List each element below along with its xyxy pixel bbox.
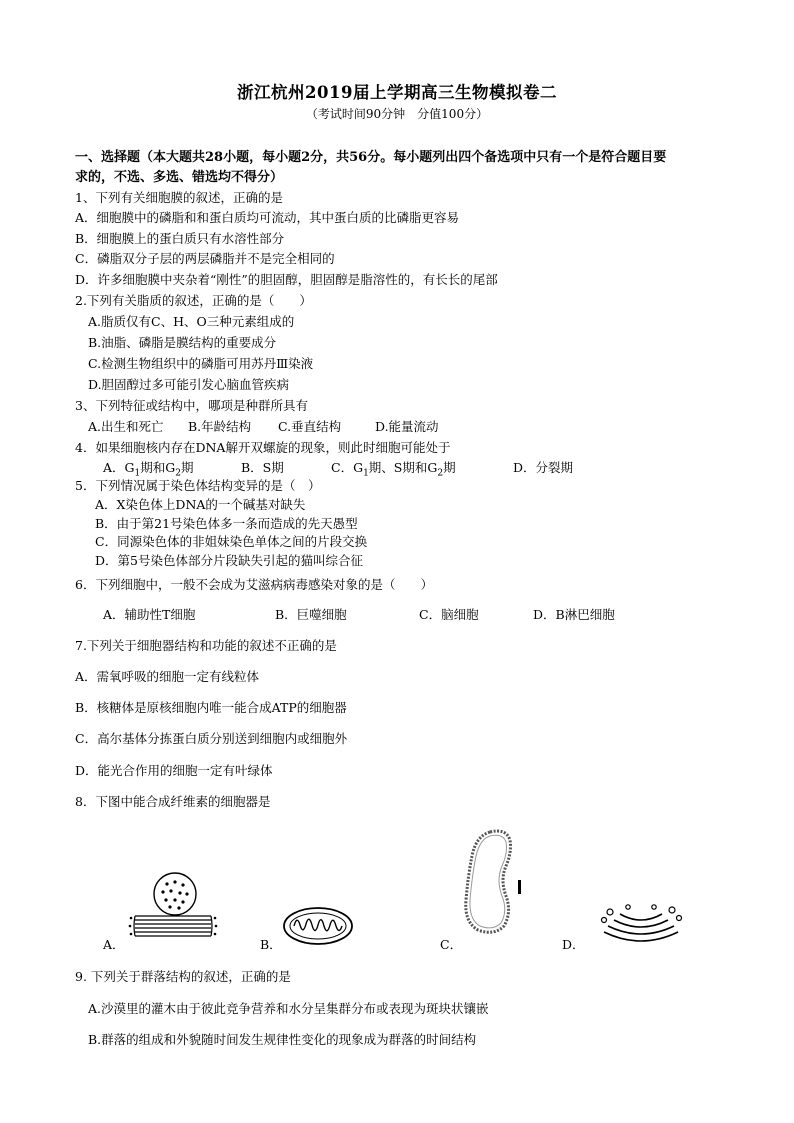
section-heading-line-1: 一、选择题（本大题共28小题，每小题2分，共56分。每小题列出四个备选项中只有一个是符合题目要 [75, 150, 667, 165]
q4-option-d: D．分裂期 [513, 460, 574, 475]
q3-option-c: C.垂直结构 [278, 419, 342, 434]
q5-option-c: C．同源染色体的非姐妹染色单体之间的片段交换 [95, 534, 368, 549]
q7-option-d: D．能光合作用的细胞一定有叶绿体 [75, 763, 273, 778]
organelle-d-figure [598, 902, 684, 947]
q5-option-d: D．第5号染色体部分片段缺失引起的猫叫综合征 [95, 553, 363, 568]
q5-option-b: B．由于第21号染色体多一条而造成的先天愚型 [95, 516, 358, 531]
q2-stem: 2.下列有关脂质的叙述，正确的是（ ） [75, 293, 312, 308]
q3-option-d: D.能量流动 [375, 419, 439, 434]
q2-option-a: A.脂质仅有C、H、O三种元素组成的 [88, 314, 295, 329]
q4-option-c-sub-2: 2 [437, 468, 444, 479]
q8-option-b: B． [260, 937, 282, 952]
q7-option-c: C．高尔基体分拣蛋白质分别送到细胞内或细胞外 [75, 731, 348, 746]
exam-info: （考试时间90分钟 分值100分） [305, 107, 489, 121]
q4-options [103, 459, 603, 477]
q8-option-d: D． [562, 937, 585, 952]
q1-option-b: B．细胞膜上的蛋白质只有水溶性部分 [75, 231, 285, 246]
q5-stem: 5．下列情况属于染色体结构变异的是（ ） [75, 478, 321, 493]
q9-stem: 9. 下列关于群落结构的叙述，正确的是 [75, 969, 291, 984]
q9-option-a: A.沙漠里的灌木由于彼此竞争营养和水分呈集群分布或表现为斑块状镶嵌 [88, 1001, 489, 1016]
q4-option-c-text-3: 期 [443, 460, 456, 475]
q6-option-c: C．脑细胞 [419, 607, 479, 622]
organelle-a-figure [125, 872, 220, 947]
q4-option-c-text-2: 期、S期和G [368, 460, 438, 475]
q4-option-a-text-3: 期 [180, 460, 194, 475]
q3-options [88, 418, 488, 436]
q4-option-a-text-2: 期和G [140, 460, 176, 475]
q8-stem: 8．下图中能合成纤维素的细胞器是 [75, 794, 271, 809]
q7-stem: 7.下列关于细胞器结构和功能的叙述不正确的是 [75, 638, 337, 653]
q1-option-c: C．磷脂双分子层的两层磷脂并不是完全相同的 [75, 251, 335, 266]
q3-option-a: A.出生和死亡 [88, 419, 164, 434]
q4-option-b: B．S期 [241, 460, 284, 475]
organelle-c-figure [460, 826, 528, 938]
q5-option-a: A．X染色体上DNA的一个碱基对缺失 [95, 497, 306, 512]
organelle-b-figure [282, 905, 354, 947]
q4-option-c [331, 459, 456, 483]
q1-option-a: A．细胞膜中的磷脂和和蛋白质均可流动，其中蛋白质的比磷脂更容易 [75, 210, 460, 225]
q4-option-a-sub-2: 2 [175, 468, 181, 479]
q4-option-c-text-1: C．G [331, 460, 364, 475]
q9-option-b: B.群落的组成和外貌随时间发生规律性变化的现象成为群落的时间结构 [88, 1032, 477, 1047]
q4-option-a-sub-1: 1 [134, 468, 141, 479]
q6-option-a: A．辅助性T细胞 [103, 607, 196, 622]
section-heading-line-2: 求的，不选、多选、错选均不得分） [75, 170, 284, 185]
q8-option-a: A． [103, 937, 125, 952]
q2-option-c: C.检测生物组织中的磷脂可用苏丹Ⅲ染液 [88, 356, 314, 371]
q7-option-b: B．核糖体是原核细胞内唯一能合成ATP的细胞器 [75, 700, 347, 715]
q3-option-b: B.年龄结构 [188, 419, 252, 434]
page-title: 浙江杭州2019届上学期高三生物模拟卷二 [237, 83, 557, 102]
q1-stem: 1、下列有关细胞膜的叙述，正确的是 [75, 190, 283, 205]
q2-option-b: B.油脂、磷脂是膜结构的重要成分 [88, 335, 277, 350]
q4-stem: 4．如果细胞核内存在DNA解开双螺旋的现象，则此时细胞可能处于 [75, 440, 451, 455]
q6-stem: 6．下列细胞中，一般不会成为艾滋病病毒感染对象的是（ ） [75, 577, 433, 592]
q7-option-a: A．需氧呼吸的细胞一定有线粒体 [75, 669, 260, 684]
q6-option-d: D．B淋巴细胞 [533, 607, 615, 622]
q1-option-d: D．许多细胞膜中夹杂着“刚性”的胆固醇，胆固醇是脂溶性的，有长长的尾部 [75, 272, 498, 287]
q2-option-d: D.胆固醇过多可能引发心脑血管疾病 [88, 377, 290, 392]
section-heading [75, 148, 735, 188]
q8-option-c: C． [440, 937, 463, 952]
q6-option-b: B．巨噬细胞 [275, 607, 347, 622]
q4-option-a-text-1: A．G [103, 460, 135, 475]
q6-options [103, 606, 663, 624]
q4-option-c-sub-1: 1 [363, 468, 369, 479]
q3-stem: 3、下列特征或结构中，哪项是种群所具有 [75, 398, 308, 413]
